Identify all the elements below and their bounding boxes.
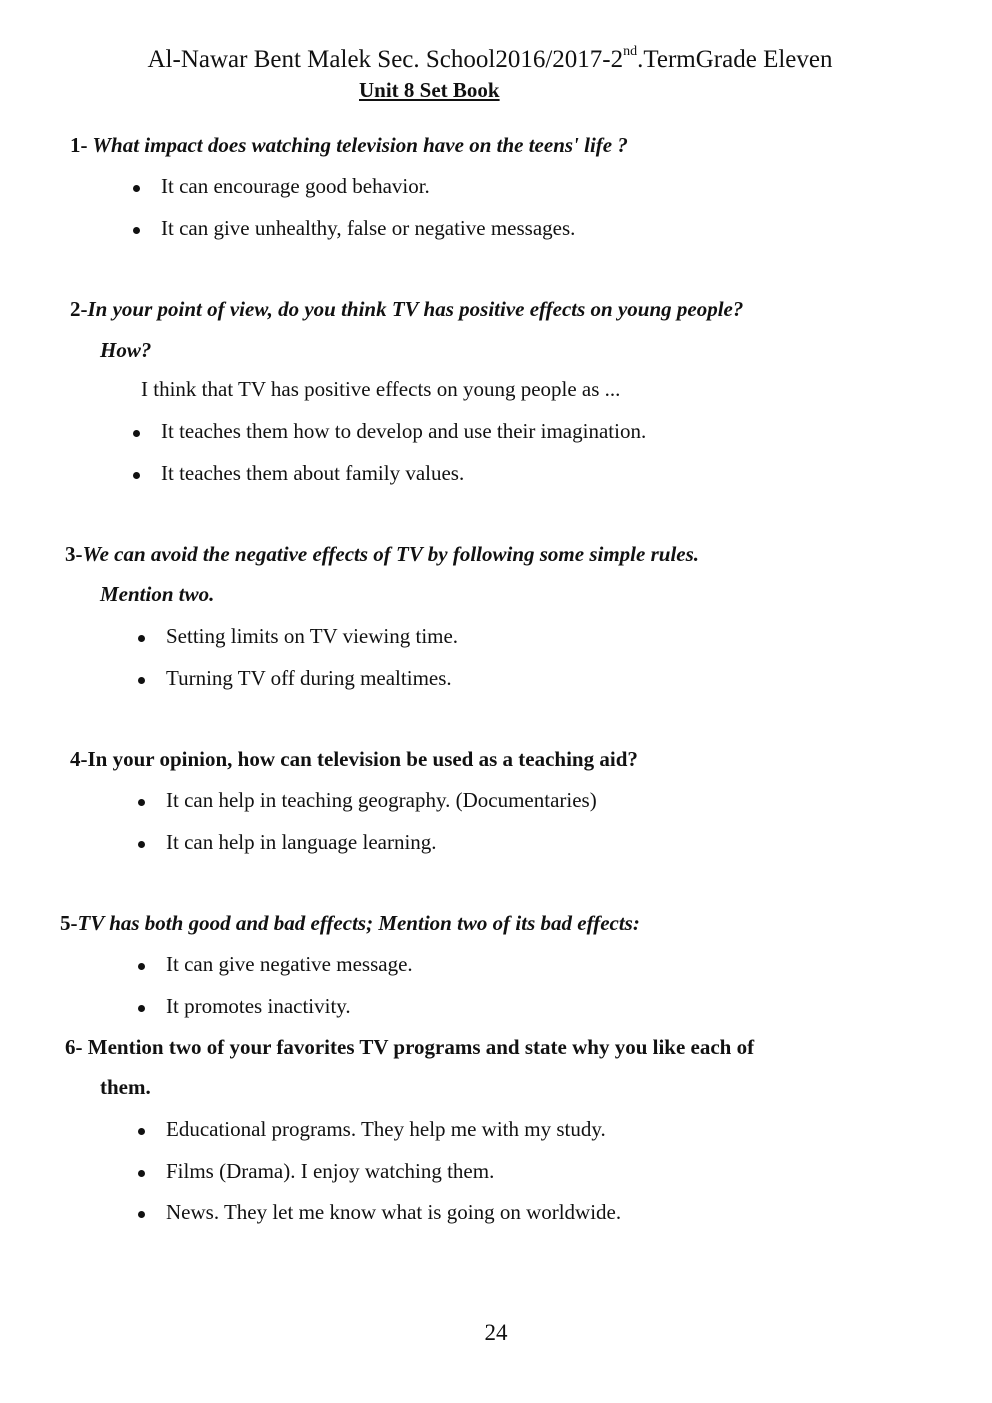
answer-item: Films (Drama). I enjoy watching them. [166,1159,494,1184]
unit-title: Unit 8 Set Book [359,78,500,102]
question-text: What impact does watching television have on the teens' life ? [87,133,628,157]
answer-item: It promotes inactivity. [166,994,351,1019]
answer-item: It can encourage good behavior. [161,174,430,199]
bullet-icon [138,635,145,642]
bullet-icon [138,1170,145,1177]
bullet-icon [138,1128,145,1135]
bullet-icon [138,799,145,806]
question-text: We can avoid the negative effects of TV by following some simple rules. [82,542,700,566]
bullet-icon [133,185,140,192]
bullet-icon [133,227,140,234]
bullet-icon [133,430,140,437]
answer-item: Turning TV off during mealtimes. [166,666,452,691]
bullet-icon [138,1211,145,1218]
bullet-icon [138,677,145,684]
question-2-continuation: How? [100,338,152,362]
question-text: Mention two of your favorites TV programs and state why you like each of [82,1035,755,1059]
question-5 [60,911,640,936]
question-2 [70,297,743,322]
question-6-continuation: them. [100,1075,151,1099]
answer-item: It teaches them how to develop and use their imagination. [161,419,646,444]
answer-item: It teaches them about family values. [161,461,464,486]
question-text: TV has both good and bad effects; Mention two of its bad effects: [77,911,640,935]
question-3-continuation: Mention two. [100,582,215,606]
answer-intro: I think that TV has positive effects on young people as ... [141,377,621,401]
bullet-icon [138,1005,145,1012]
question-6 [65,1035,754,1060]
question-number: 1- [70,133,88,157]
question-text: In your point of view, do you think TV has positive effects on young people? [87,297,744,321]
question-1 [70,133,628,158]
page-header [0,44,980,74]
question-number: 3- [65,542,83,566]
question-text: In your opinion, how can television be used as a teaching aid? [87,747,638,771]
header-superscript: nd [623,44,638,59]
bullet-icon [138,841,145,848]
question-number: 6- [65,1035,83,1059]
bullet-icon [138,963,145,970]
answer-item: It can help in language learning. [166,830,437,855]
bullet-icon [133,472,140,479]
header-term: .TermGrade Eleven [637,46,833,73]
question-3 [65,542,699,567]
answer-item: It can help in teaching geography. (Documentaries) [166,788,597,813]
question-number: 4- [70,747,88,771]
page-number: 24 [484,1320,508,1345]
question-number: 5- [60,911,78,935]
answer-item: It can give unhealthy, false or negative messages. [161,216,575,241]
answer-item: Setting limits on TV viewing time. [166,624,458,649]
question-number: 2- [70,297,88,321]
header-school: Al-Nawar Bent Malek Sec. School2016/2017-2 [147,46,624,73]
answer-item: It can give negative message. [166,952,413,977]
answer-item: Educational programs. They help me with my study. [166,1117,606,1142]
answer-item: News. They let me know what is going on worldwide. [166,1200,621,1225]
question-4 [70,747,638,772]
